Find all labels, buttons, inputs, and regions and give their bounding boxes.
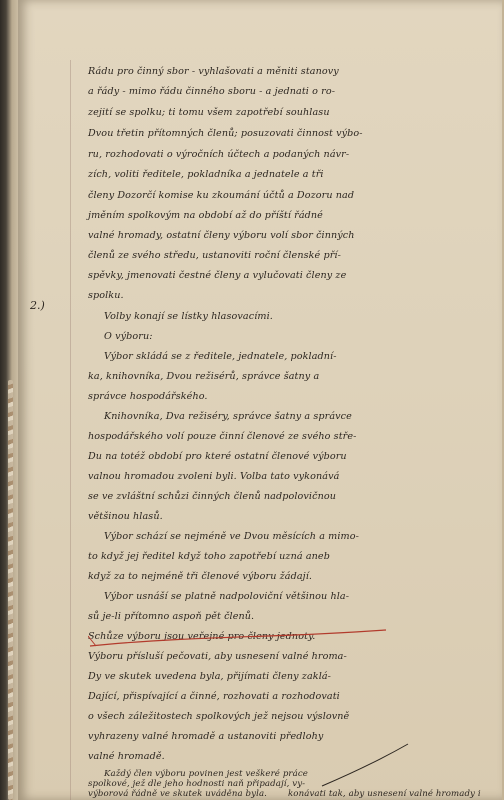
text-line: Knihovníka, Dva režiséry, správce šatny a správce [104,411,352,422]
text-line: Rádu pro činný sbor - vyhlašovati a měniti stanovy [88,66,339,77]
text-line: valné hromady, ostatní členy výboru volí sbor činných [88,230,355,241]
text-line: Výboru přísluší pečovati, aby usnesení valné hroma- [88,651,347,662]
red-strike-through [88,624,388,654]
text-line: správce hospodářského. [88,391,208,402]
text-line: sů je-li přítomno aspoň pět členů. [88,611,255,622]
text-line: členy Dozorčí komise ku zkoumání účtů a Dozoru nad [88,190,355,201]
text-line: Du na totéž období pro které ostatní členové výboru [88,451,347,462]
struck-text-line: Schůze výboru jsou veřejné pro členy jednoty. [88,631,316,642]
text-line: spolku. [88,290,124,301]
section-heading: O výboru: [104,331,153,342]
text-line: valné hromadě. [88,751,165,762]
text-line: valnou hromadou zvoleni byli. Volba tato vykonává [88,471,340,482]
text-line: spolkové, jež dle jeho hodnosti naň připadají, vy- [88,779,306,789]
text-line: výborová řádně ve skutek uváděna byla. [88,789,268,799]
text-line: ru, rozhodovati o výročních účtech a podaných návr- [88,149,350,160]
text-line: zejití se spolku; ti tomu všem zapotřebí souhlasu [88,107,330,118]
text-line: jměním spolkovým na období až do příští řádné [88,210,323,221]
text-line: Dy ve skutek uvedena byla, přijímati členy zaklá- [88,671,332,682]
text-line: konávati tak, aby usnesení valné hromady i [288,789,481,799]
text-line: vyhrazeny valné hromadě a ustanoviti předlohy [88,731,324,742]
text-line: spěvky, jmenovati čestné členy a vylučovati členy ze [88,270,347,281]
margin-rule [70,60,71,800]
text-line: o všech záležitostech spolkových jež nejsou výslovně [88,711,350,722]
text-line: Výbor skládá se z ředitele, jednatele, pokladní- [104,351,337,362]
binding-thread [8,380,13,800]
text-line: Výbor schází se nejméně ve Dvou měsících a mimo- [104,531,359,542]
section-number: 2.) [30,299,45,312]
text-line: Dající, přispívající a činné, rozhovati a rozhodovati [88,691,340,702]
text-line: většinou hlasů. [88,511,163,522]
text-line: to když jej ředitel když toho zapotřebí uzná aneb [88,551,330,562]
text-line: Dvou třetin přítomných členů; posuzovati činnost výbo- [88,128,363,139]
text-line: Každý člen výboru povinen jest veškeré práce [104,769,308,779]
text-line: členů ze svého středu, ustanoviti roční členské pří- [88,250,341,261]
text-line: se ve zvláštní schůzi činných členů nadpolovičnou [88,491,337,502]
text-line: Volby konají se lístky hlasovacími. [104,311,273,322]
text-line: když za to nejméně tři členové výboru žádají. [88,571,313,582]
text-line: ka, knihovníka, Dvou režisérů, správce šatny a [88,371,320,382]
closing-pen-stroke [320,740,410,790]
text-line: Výbor usnáší se platně nadpoloviční většinou hla- [104,591,350,602]
text-line: hospodářského volí pouze činní členové ze svého stře- [88,431,357,442]
text-line: a řády - mimo řádu činného sboru - a jednati o ro- [88,86,336,97]
text-line: zích, voliti ředitele, pokladníka a jednatele a tři [88,169,324,180]
